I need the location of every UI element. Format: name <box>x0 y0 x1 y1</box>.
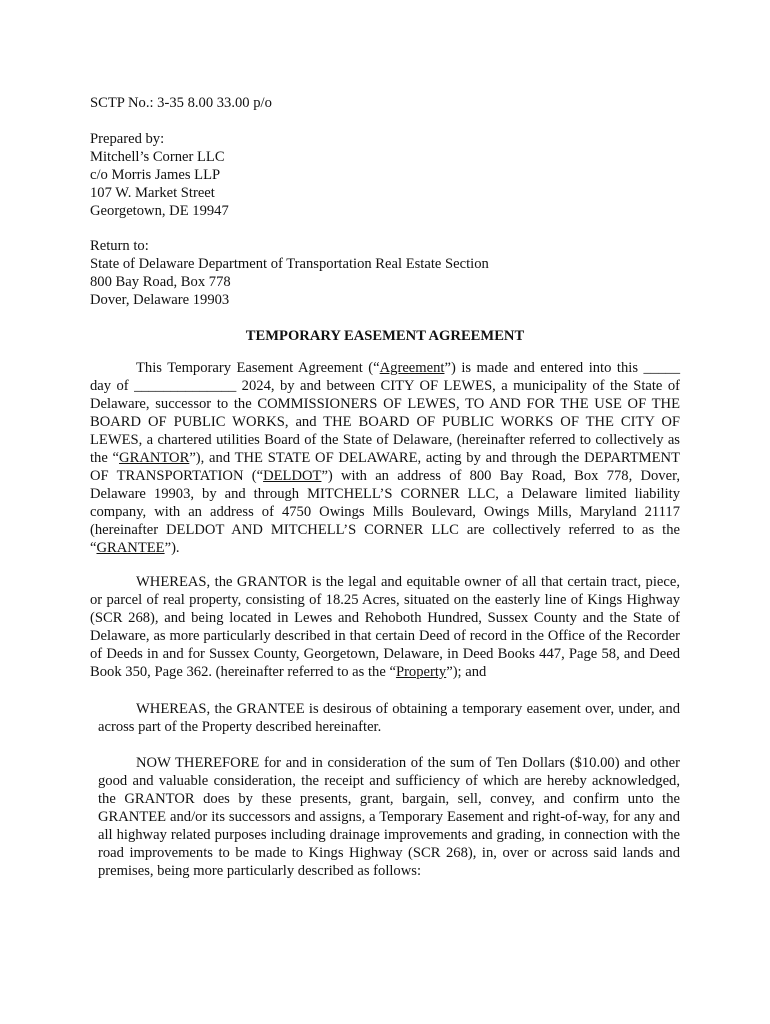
defined-term-grantee: GRANTEE <box>96 540 165 556</box>
defined-term-agreement: Agreement <box>379 360 445 376</box>
prepared-by-block <box>90 130 680 220</box>
prepared-by-heading: Prepared by: <box>90 131 165 147</box>
address-line: Mitchell’s Corner LLC <box>90 149 225 165</box>
defined-term-grantor: GRANTOR <box>119 450 190 466</box>
whereas-easement-paragraph: WHEREAS, the GRANTEE is desirous of obtaining a temporary easement over, under, and across part of the Property described hereinafter. <box>98 701 680 735</box>
sctp-number: SCTP No.: 3-35 8.00 33.00 p/o <box>90 95 272 111</box>
document-title: TEMPORARY EASEMENT AGREEMENT <box>245 328 525 344</box>
return-to-block <box>90 237 680 309</box>
address-line: Dover, Delaware 19903 <box>90 292 230 308</box>
address-line: Georgetown, DE 19947 <box>90 203 229 219</box>
return-to-heading: Return to: <box>90 238 149 254</box>
address-line: 107 W. Market Street <box>90 185 215 201</box>
defined-term-deldot: DELDOT <box>263 468 322 484</box>
defined-term-property: Property <box>395 664 447 680</box>
address-line: 800 Bay Road, Box 778 <box>90 274 231 290</box>
whereas-property-paragraph: WHEREAS, the GRANTOR is the legal and equitable owner of all that certain tract, piece, or parcel of real property, consisting of 18.25 Acres, situated on the easterly line of Kings Highway (SCR 268), and being located in Lewes and Rehoboth Hundred, Sussex County and the State of Delaware, as more particularly described in that certain Deed of record in the Office of the Recorder of Deeds in and for Sussex County, Georgetown, Delaware, in Deed Books 447, Page 58, and Deed Book 350, Page 362. (hereinafter referred to as the “Property”); and <box>90 574 680 680</box>
address-line: c/o Morris James LLP <box>90 167 221 183</box>
now-therefore-paragraph: NOW THEREFORE for and in consideration of the sum of Ten Dollars ($10.00) and other good and valuable consideration, the receipt and sufficiency of which are hereby acknowledged, the GRANTOR does by these presents, grant, bargain, sell, convey, and confirm unto the GRANTEE and/or its successors and assigns, a Temporary Easement and right-of-way, for any and all highway related purposes including drainage improvements and grading, in connection with the road improvements to be made to Kings Highway (SCR 268), in, over or across said lands and premises, being more particularly described as follows: <box>98 755 680 879</box>
address-line: State of Delaware Department of Transportation Real Estate Section <box>90 256 489 272</box>
agreement-paragraph: This Temporary Easement Agreement (“Agreement”) is made and entered into this _____ day of ______________ 2024, by and between CITY OF LEWES, a municipality of the State of Delaware, successor to the COMMISSIONERS OF LEWES, TO AND FOR THE USE OF THE BOARD OF PUBLIC WORKS, and THE BOARD OF PUBLIC WORKS OF THE CITY OF LEWES, a chartered utilities Board of the State of Delaware, (hereinafter referred to collectively as the “GRANTOR”), and THE STATE OF DELAWARE, acting by and through the DEPARTMENT OF TRANSPORTATION (“DELDOT”) with an address of 800 Bay Road, Box 778, Dover, Delaware 19903, by and through MITCHELL’S CORNER LLC, a Delaware limited liability company, with an address of 4750 Owings Mills Boulevard, Owings Mills, Maryland 21117 (hereinafter DELDOT AND MITCHELL’S CORNER LLC are collectively referred to as the “GRANTEE”). <box>90 360 681 556</box>
